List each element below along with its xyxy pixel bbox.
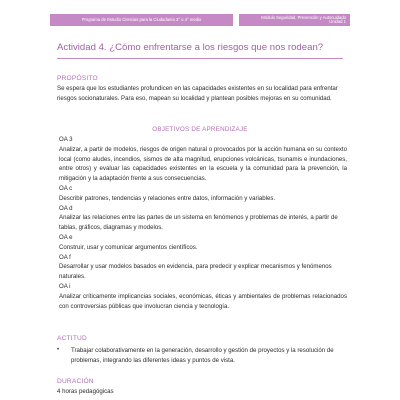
- page-header: [50, 14, 350, 26]
- activity-title: Actividad 4. ¿Cómo enfrentarse a los riesgos que nos rodean?: [57, 42, 324, 53]
- oa-3-text: Analizar, a partir de modelos, riesgos de origen natural o provocados por la acción humana en su contexto local (como aludes, incendios, sismos de alta magnitud, erupciones volcánicas, tsunamis e inundaciones, entre otros) y evaluar las capacidades existentes en la escuela y la comunidad para la prevención, la mitigación y la adaptación frente a sus consecuencias.: [59, 145, 347, 183]
- actitud-block: [57, 346, 347, 366]
- oa-d-text: Analizar las relaciones entre las partes de un sistema en fenómenos y problemas de interés, a partir de tablas, gráficos, diagramas y modelos.: [59, 214, 338, 232]
- bullet-icon: •: [57, 347, 60, 353]
- actitud-text: Trabajar colaborativamente en la generación, desarrollo y gestión de proyectos y la resolución de problemas, integrando las diferentes ideas y puntos de vista.: [71, 347, 334, 364]
- duracion-text: 4 horas pedagógicas: [57, 388, 114, 395]
- objetivos-list: [59, 135, 347, 311]
- actitud-heading: ACTITUD: [57, 335, 87, 342]
- duracion-heading: DURACIÓN: [57, 378, 94, 385]
- oa-i-text: Analizar críticamente implicancias sociales, económicas, éticas y ambientales de problemas relacionados con controversias públicas que involucran ciencia y tecnología.: [59, 292, 347, 310]
- proposito-heading: PROPÓSITO: [57, 75, 98, 82]
- header-program-label: [50, 14, 233, 26]
- header-module-text: Módulo Seguridad, Prevención y Autocuidado: [261, 14, 346, 20]
- oa-e-label: OA e: [59, 233, 73, 241]
- proposito-paragraph: Se espera que los estudiantes profundicen en las capacidades existentes en su localidad para enfrentar riesgos socionaturales. Para eso, mapean su localidad y plantean posibles mejoras en su comunidad.: [57, 85, 338, 102]
- oa-e-text: Construir, usar y comunicar argumentos científicos.: [59, 243, 198, 251]
- header-module-label: [239, 14, 350, 26]
- header-unit-text: Unidad 1: [329, 19, 346, 25]
- title-divider: [57, 58, 343, 59]
- objetivos-heading: OBJETIVOS DE APRENDIZAJE: [152, 126, 248, 133]
- oa-c-label: OA c: [59, 184, 73, 192]
- oa-d-label: OA d: [59, 204, 73, 212]
- oa-f-text: Desarrollar y usar modelos basados en evidencia, para predecir y explicar mecanismos y fenómenos naturales.: [59, 263, 332, 281]
- oa-3-label: OA 3: [59, 136, 73, 143]
- proposito-text: [57, 84, 347, 104]
- oa-f-label: OA f: [59, 253, 71, 261]
- header-program-text: Programa de Estudio Ciencias para la Ciudadanía 3° o 4° medio: [81, 16, 202, 22]
- actitud-list-item: [57, 346, 347, 366]
- duracion-block: [57, 387, 347, 397]
- oa-c-text: Describir patrones, tendencias y relaciones entre datos, información y variables.: [59, 194, 276, 202]
- oa-i-label: OA i: [59, 282, 71, 290]
